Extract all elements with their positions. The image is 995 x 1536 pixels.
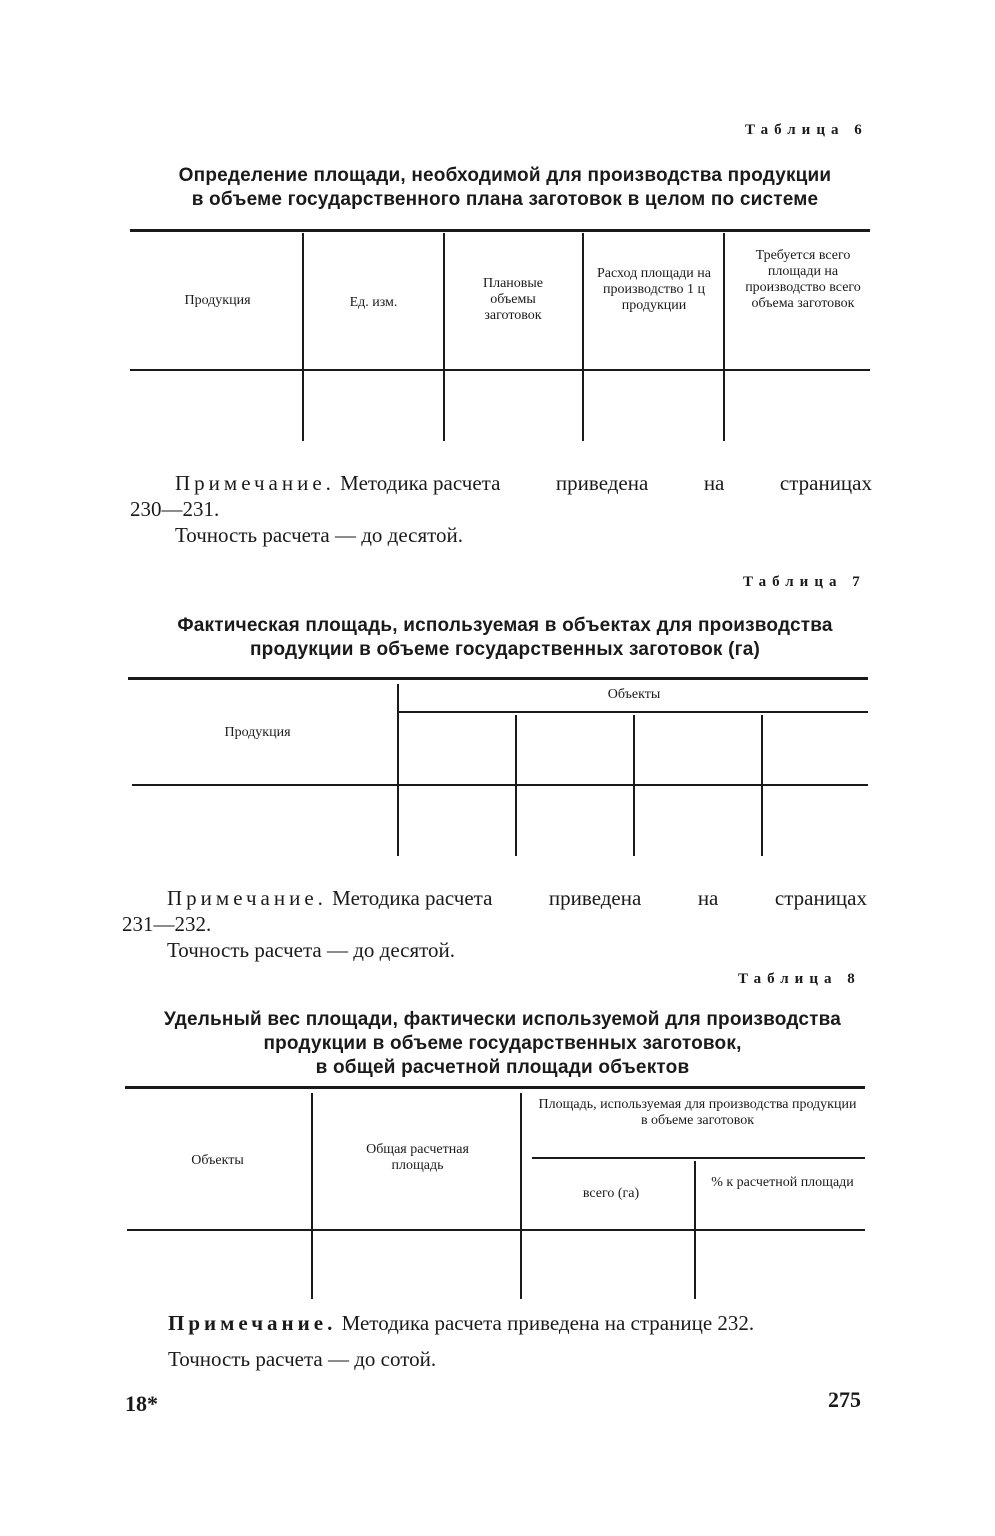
table7-col-divider <box>397 684 399 856</box>
table7-note-precision: Точность расчета — до десятой. <box>167 938 456 962</box>
table6-note <box>130 470 872 548</box>
table6-top-rule <box>130 229 870 232</box>
table6-col-divider <box>302 233 304 441</box>
table8-caption-line3: в общей расчетной площади объектов <box>315 1057 690 1078</box>
table6-col-divider <box>723 233 725 441</box>
table7-col-divider <box>515 715 517 856</box>
table6-header-unit: Ед. изм. <box>349 295 398 310</box>
table8-top-rule <box>125 1086 865 1089</box>
table8-note-word: Примечание. <box>168 1311 337 1335</box>
signature-mark: 18* <box>125 1391 158 1416</box>
table7-note-word: Примечание. <box>167 886 327 910</box>
table8-header-used-area: Площадь, используемая для производства продукции в объеме заготовок <box>538 1097 857 1128</box>
table6-note-text: страницах <box>779 471 872 495</box>
table7-note <box>122 885 867 963</box>
table8-label: Таблица 8 <box>738 971 861 987</box>
table8-header-total-area: Общая расчетная площадь <box>366 1142 469 1173</box>
table6-note-line1 <box>130 470 872 496</box>
table7-note-line1 <box>122 885 867 911</box>
table6-header-rule <box>130 369 870 371</box>
table7-col-divider <box>761 715 763 856</box>
table8-note-precision: Точность расчета — до сотой. <box>168 1347 437 1371</box>
table7-top-rule <box>128 677 868 680</box>
table7-label: Таблица 7 <box>743 574 866 590</box>
table7-note-text: Методика расчета <box>332 886 493 910</box>
table6-caption-line2: в объеме государственного плана заготовок в целом по системе <box>191 189 819 210</box>
table8-caption-line1: Удельный вес площади, фактически используемой для производства <box>163 1009 842 1030</box>
table7-header-rule <box>132 784 868 786</box>
table8-note <box>168 1310 868 1372</box>
table6-note-word: Примечание. <box>175 471 335 495</box>
table6-header-product: Продукция <box>184 293 251 308</box>
table7-objects-rule <box>398 711 868 713</box>
table8-col-divider <box>520 1093 522 1299</box>
table6-col-divider <box>582 233 584 441</box>
table8-header-rule <box>127 1229 865 1231</box>
table7-col-divider <box>633 715 635 856</box>
table6-header-planned: Плановые объемы заготовок <box>482 276 544 323</box>
table7-header-objects: Объекты <box>607 687 661 702</box>
table7-caption-line2: продукции в объеме государственных заготовок (га) <box>249 639 761 660</box>
table7-note-text: на <box>697 886 719 910</box>
page-number: 275 <box>828 1387 861 1412</box>
table7-caption <box>120 614 890 662</box>
table8-col-divider <box>311 1093 313 1299</box>
table7-note-text: страницах <box>774 886 867 910</box>
table6-caption-line1: Определение площади, необходимой для производства продукции <box>178 165 832 186</box>
table7-note-pages: 231—232. <box>122 912 212 936</box>
table6-header-required: Требуется всего площади на производство всего объема заготовок <box>745 248 861 311</box>
table8-col-divider <box>694 1161 696 1299</box>
table6-note-precision: Точность расчета — до десятой. <box>175 523 464 547</box>
table6-note-text: на <box>703 471 725 495</box>
table6-note-pages: 230—231. <box>130 497 220 521</box>
table6-caption <box>120 164 890 212</box>
table8-note-text: Методика расчета приведена на странице 232. <box>341 1311 755 1335</box>
table8-caption-line2: продукции в объеме государственных заготовок, <box>263 1033 742 1054</box>
table8-subheader-rule <box>532 1157 865 1159</box>
table7-header-product: Продукция <box>224 725 291 740</box>
table8-header-percent: % к расчетной площади <box>711 1175 854 1190</box>
table7-note-text: приведена <box>548 886 642 910</box>
table8-header-objects: Объекты <box>191 1153 244 1168</box>
table6-header-consumption: Расход площади на производство 1 ц продукции <box>596 266 711 313</box>
table6-col-divider <box>443 233 445 441</box>
table8-header-total-ha: всего (га) <box>582 1186 640 1201</box>
table6-note-text: Методика расчета <box>340 471 501 495</box>
table6-note-text: приведена <box>555 471 649 495</box>
table7-caption-line1: Фактическая площадь, используемая в объектах для производства <box>177 615 833 636</box>
table8-note-line1 <box>168 1310 868 1336</box>
table6-label: Таблица 6 <box>745 122 868 138</box>
table8-caption <box>115 1008 890 1080</box>
